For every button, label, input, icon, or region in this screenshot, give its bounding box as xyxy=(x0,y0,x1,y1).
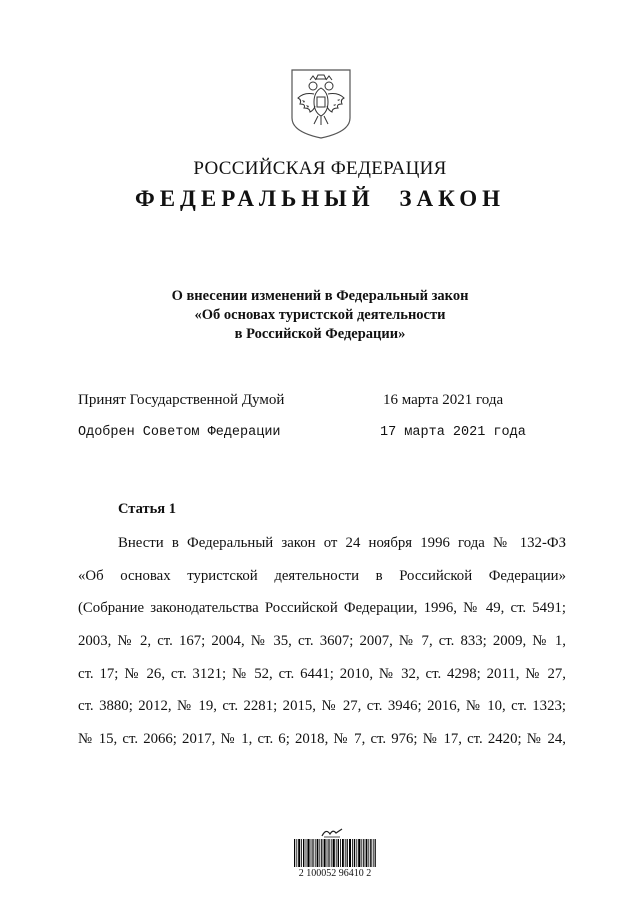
article-text-line: Внести в Федеральный закон от 24 ноября 1996 года № 132-ФЗ xyxy=(118,535,566,551)
law-title-line: «Об основах туристской деятельности xyxy=(194,307,446,323)
law-title-line: О внесении изменений в Федеральный закон xyxy=(171,288,469,304)
article-text-line: ст. 3880; 2012, № 19, ст. 2281; 2015, № 27, ст. 3946; 2016, № 10, ст. 1323; xyxy=(78,698,566,715)
article-text-line: 2003, № 2, ст. 167; 2004, № 35, ст. 3607; 2007, № 7, ст. 833; 2009, № 1, xyxy=(78,633,566,650)
council-approval-date: 17 марта 2021 года xyxy=(380,425,526,440)
signature-mark-icon xyxy=(320,826,344,838)
duma-adoption-label: Принят Государственной Думой xyxy=(78,392,285,408)
law-title-line: в Российской Федерации» xyxy=(234,326,406,342)
country-name: РОССИЙСКАЯ ФЕДЕРАЦИЯ xyxy=(193,158,447,179)
council-approval-label: Одобрен Советом Федерации xyxy=(78,425,281,440)
barcode-icon xyxy=(294,839,376,867)
article-text-line: № 15, ст. 2066; 2017, № 1, ст. 6; 2018, № 7, ст. 976; № 17, ст. 2420; № 24, xyxy=(78,731,566,748)
law-title xyxy=(0,287,640,344)
state-emblem-icon xyxy=(288,66,354,140)
barcode-stamp xyxy=(290,826,380,886)
barcode-number: 2 100052 96410 2 xyxy=(298,868,372,879)
article-text-line: «Об основах туристской деятельности в Российской Федерации» xyxy=(78,567,566,584)
article-text-line: (Собрание законодательства Российской Федерации, 1996, № 49, ст. 5491; xyxy=(78,600,566,617)
article-heading: Статья 1 xyxy=(118,501,176,517)
duma-adoption-date: 16 марта 2021 года xyxy=(383,392,504,408)
article-body xyxy=(78,533,566,762)
article-text-line: ст. 17; № 26, ст. 3121; № 52, ст. 6441; 2010, № 32, ст. 4298; 2011, № 27, xyxy=(78,665,566,682)
document-type: ФЕДЕРАЛЬНЫЙ ЗАКОН xyxy=(134,186,506,211)
